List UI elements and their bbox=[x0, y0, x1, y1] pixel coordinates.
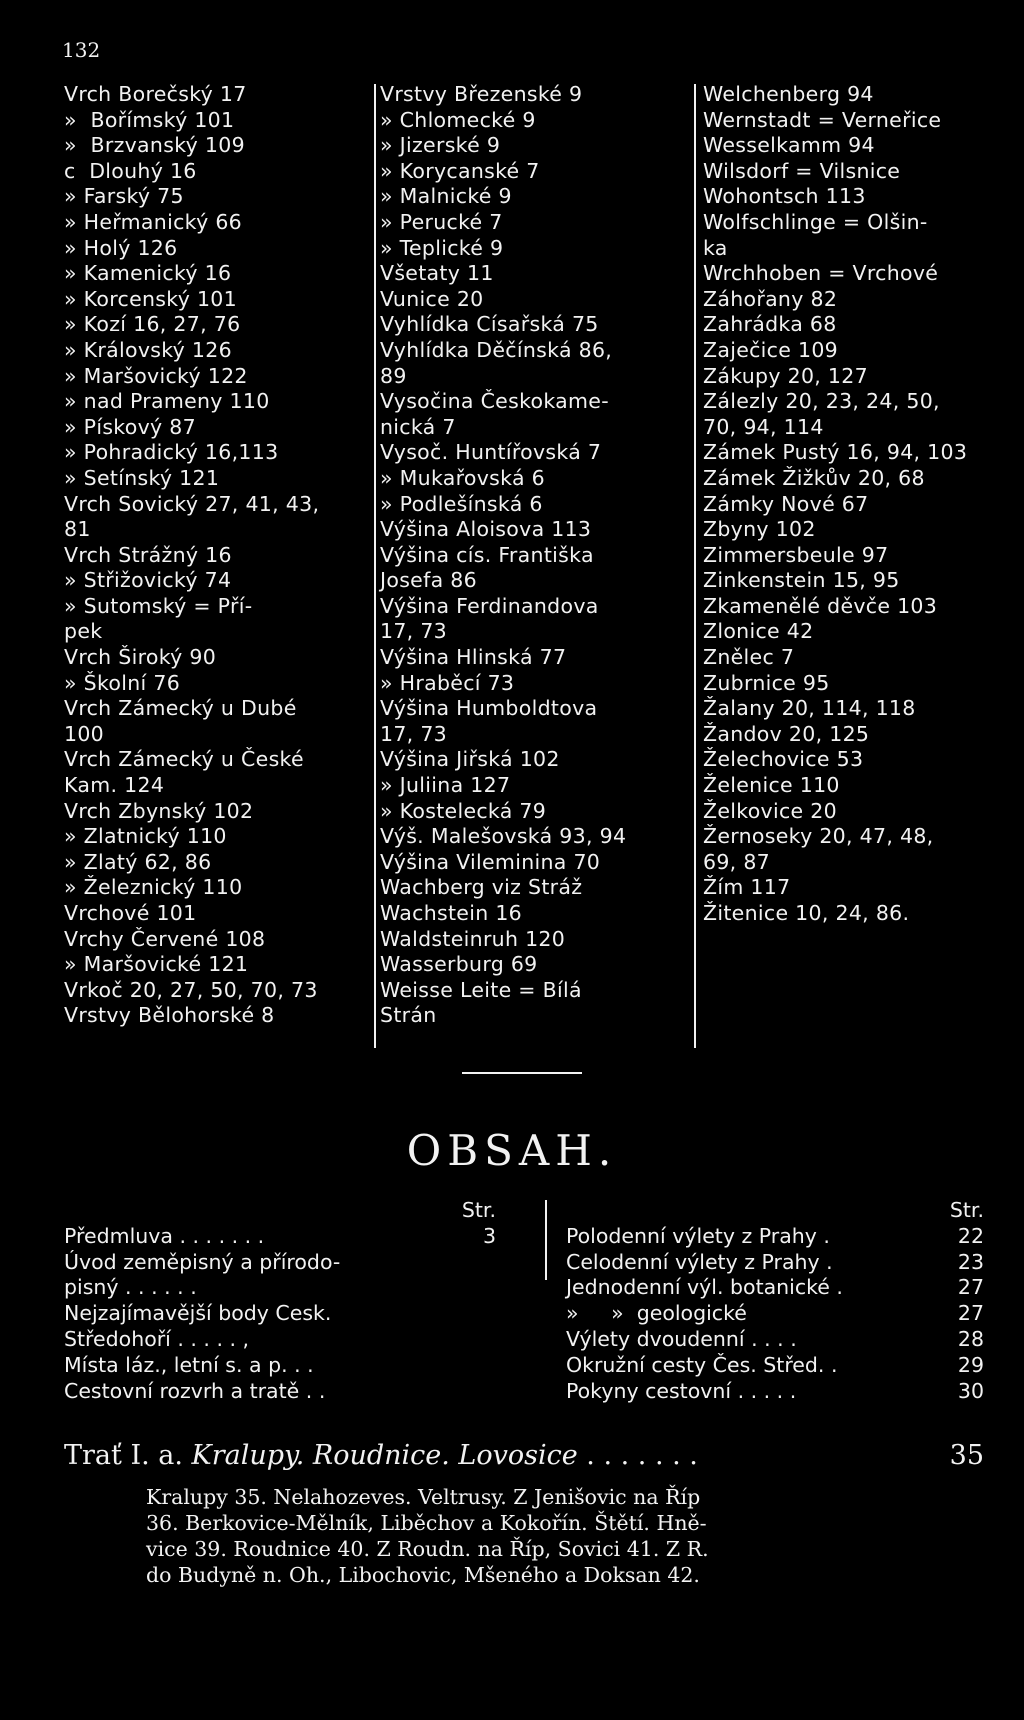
index-entry: » Chlomecké 9 bbox=[380, 107, 536, 132]
index-entry: Wesselkamm 94 bbox=[703, 133, 875, 158]
index-entry: Vrstvy Bělohorské 8 bbox=[64, 1003, 275, 1028]
index-entry: » Královský 126 bbox=[64, 337, 232, 362]
index-entry: Výšina Hlinská 77 bbox=[380, 645, 567, 670]
contents-entry-page: 29 bbox=[957, 1352, 984, 1377]
index-entry: Kam. 124 bbox=[64, 773, 165, 798]
page-number: 132 bbox=[62, 38, 101, 62]
contents-entry-title: Předmluva . . . . . . . bbox=[64, 1223, 265, 1248]
column-divider bbox=[374, 84, 376, 1048]
index-entry: 17, 73 bbox=[380, 721, 448, 746]
section-divider bbox=[462, 1072, 582, 1074]
index-entry: nická 7 bbox=[380, 414, 456, 439]
contents-entry bbox=[64, 1327, 496, 1353]
contents-entry-page: 28 bbox=[957, 1326, 984, 1351]
index-entry: Weisse Leite = Bílá bbox=[380, 977, 582, 1002]
index-entry: Vysoč. Huntířovská 7 bbox=[380, 440, 602, 465]
column-divider bbox=[694, 84, 696, 1048]
contents-entry-page: 30 bbox=[957, 1378, 984, 1403]
index-entry: Vrch Sovický 27, 41, 43, bbox=[64, 491, 320, 516]
index-entry: Wasserburg 69 bbox=[380, 952, 538, 977]
index-entry: Vyhlídka Děčínská 86, bbox=[380, 337, 613, 362]
index-entry: Vrch Zámecký u Dubé bbox=[64, 696, 297, 721]
contents-entry-page bbox=[456, 1379, 496, 1405]
index-entry: Všetaty 11 bbox=[380, 261, 494, 286]
route-dots: . . . . . . . bbox=[577, 1440, 698, 1471]
index-entry: Želenice 110 bbox=[703, 773, 840, 798]
index-entry: Zákupy 20, 127 bbox=[703, 363, 868, 388]
contents-heading: OBSAH. bbox=[406, 1126, 618, 1175]
contents-entry bbox=[566, 1250, 984, 1276]
index-entry: Vrchy Červené 108 bbox=[64, 926, 266, 951]
contents-entry-page: 27 bbox=[957, 1301, 984, 1326]
index-entry: » Kozí 16, 27, 76 bbox=[64, 312, 241, 337]
index-entry: Zubrnice 95 bbox=[703, 670, 830, 695]
index-entry: pek bbox=[64, 619, 103, 644]
index-entry: » Sutomský = Pří- bbox=[64, 593, 253, 618]
index-entry: Josefa 86 bbox=[380, 568, 477, 593]
index-entry: 17, 73 bbox=[380, 619, 448, 644]
index-entry: Vrkoč 20, 27, 50, 70, 73 bbox=[64, 977, 318, 1002]
contents-entry-page bbox=[456, 1275, 496, 1301]
index-entry: Želkovice 20 bbox=[703, 798, 837, 823]
index-entry: 81 bbox=[64, 517, 91, 542]
index-entry: Zbyny 102 bbox=[703, 517, 816, 542]
index-entry: Zálezly 20, 23, 24, 50, bbox=[703, 389, 940, 414]
index-entry: 69, 87 bbox=[703, 849, 771, 874]
index-entry: Znělec 7 bbox=[703, 645, 795, 670]
contents-entry-title: Místa láz., letní s. a p. . . bbox=[64, 1352, 314, 1377]
contents-entry-title: pisný . . . . . . bbox=[64, 1275, 197, 1300]
index-entry: » Pískový 87 bbox=[64, 414, 196, 439]
index-entry: » Maršovické 121 bbox=[64, 952, 249, 977]
contents-entry bbox=[64, 1224, 496, 1250]
contents-entry bbox=[566, 1224, 984, 1250]
contents-entry-title: Cestovní rozvrh a tratě . . bbox=[64, 1378, 326, 1403]
contents-entry-title: Polodenní výlety z Prahy . bbox=[566, 1223, 830, 1248]
index-entry: » Juliina 127 bbox=[380, 773, 511, 798]
index-entry: Vysočina Českokame- bbox=[380, 389, 609, 414]
index-entry: Welchenberg 94 bbox=[703, 82, 874, 106]
contents-entry-page bbox=[456, 1353, 496, 1379]
index-entry: 100 bbox=[64, 721, 105, 746]
index-entry: » Brzvanský 109 bbox=[64, 133, 245, 158]
index-entry: » Podlešínská 6 bbox=[380, 491, 543, 516]
index-column-1 bbox=[64, 82, 369, 1029]
contents-entry-page: 23 bbox=[957, 1249, 984, 1274]
index-entry: » Zlatnický 110 bbox=[64, 824, 227, 849]
index-entry: » Bořímský 101 bbox=[64, 107, 235, 132]
route-title bbox=[64, 1440, 984, 1471]
page-column-label: Str. bbox=[949, 1198, 984, 1222]
index-entry: » Pohradický 16,113 bbox=[64, 440, 279, 465]
index-entry: Wernstadt = Verneřice bbox=[703, 107, 942, 132]
contents-entry-title: Výlety dvoudenní . . . . bbox=[566, 1326, 797, 1351]
index-entry: Wachberg viz Stráž bbox=[380, 875, 583, 900]
index-entry: Žím 117 bbox=[703, 875, 791, 900]
contents-left bbox=[64, 1198, 496, 1404]
index-entry: Výšina Jiřská 102 bbox=[380, 747, 560, 772]
route-line: do Budyně n. Oh., Libochovic, Mšeného a Doksan 42. bbox=[146, 1563, 700, 1587]
index-entry: » Jizerské 9 bbox=[380, 133, 501, 158]
index-entry: Zahrádka 68 bbox=[703, 312, 837, 337]
index-entry: Vrch Borečský 17 bbox=[64, 82, 247, 106]
index-entry: » Mukařovská 6 bbox=[380, 465, 545, 490]
index-entry: Wohontsch 113 bbox=[703, 184, 866, 209]
index-entry: Vunice 20 bbox=[380, 286, 484, 311]
index-entry: » Železnický 110 bbox=[64, 875, 243, 900]
contents-entry bbox=[566, 1353, 984, 1379]
index-entry: » Korycanské 7 bbox=[380, 158, 540, 183]
contents-entry-title: Úvod zeměpisný a přírodo- bbox=[64, 1249, 341, 1274]
contents-entry bbox=[64, 1275, 496, 1301]
index-entry: Výšina Ferdinandova bbox=[380, 593, 599, 618]
index-entry: Vrch Široký 90 bbox=[64, 645, 217, 670]
index-entry: » Farský 75 bbox=[64, 184, 184, 209]
index-entry: Vyhlídka Císařská 75 bbox=[380, 312, 599, 337]
contents-entry bbox=[64, 1250, 496, 1276]
contents-entry-page bbox=[456, 1301, 496, 1327]
index-entry: Zimmersbeule 97 bbox=[703, 542, 889, 567]
index-entry: c Dlouhý 16 bbox=[64, 158, 197, 183]
contents-entry bbox=[566, 1379, 984, 1405]
route-line: vice 39. Roudnice 40. Z Roudn. na Říp, Sovici 41. Z R. bbox=[146, 1537, 709, 1561]
index-entry: Wrchhoben = Vrchové bbox=[703, 261, 939, 286]
index-entry: » Malnické 9 bbox=[380, 184, 512, 209]
contents-entry-page: 3 bbox=[482, 1223, 496, 1248]
index-entry: » Korcenský 101 bbox=[64, 286, 237, 311]
route-line: Kralupy 35. Nelahozeves. Veltrusy. Z Jenišovic na Říp bbox=[146, 1485, 701, 1509]
index-entry: Vrstvy Březenské 9 bbox=[380, 82, 583, 106]
contents-entry bbox=[566, 1327, 984, 1353]
index-entry: » Perucké 7 bbox=[380, 209, 503, 234]
contents-entry-title: Středohoří . . . . . , bbox=[64, 1326, 250, 1351]
contents-entry bbox=[64, 1379, 496, 1405]
index-entry: Wachstein 16 bbox=[380, 901, 523, 925]
index-entry: Strán bbox=[380, 1003, 437, 1028]
route-description bbox=[146, 1484, 936, 1588]
index-entry: Žitenice 10, 24, 86. bbox=[703, 901, 910, 925]
index-entry: Výš. Malešovská 93, 94 bbox=[380, 824, 627, 849]
route-page: 35 bbox=[949, 1440, 984, 1471]
index-entry: Výšina Humboldtova bbox=[380, 696, 598, 721]
index-entry: Výšina Aloisova 113 bbox=[380, 517, 592, 542]
index-entry: Zkamenělé děvče 103 bbox=[703, 593, 938, 618]
index-entry: » Holý 126 bbox=[64, 235, 178, 260]
index-entry: » Školní 76 bbox=[64, 670, 181, 695]
index-entry: » Setínský 121 bbox=[64, 465, 220, 490]
contents-entry-title: Jednodenní výl. botanické . bbox=[566, 1275, 843, 1300]
contents-entry bbox=[64, 1301, 496, 1327]
index-entry: » Střižovický 74 bbox=[64, 568, 232, 593]
route-prefix: Trať I. a. bbox=[64, 1440, 192, 1471]
index-entry: » Hraběcí 73 bbox=[380, 670, 515, 695]
index-entry: » nad Prameny 110 bbox=[64, 389, 270, 414]
contents-entry-page bbox=[456, 1327, 496, 1353]
index-entry: Vrch Strážný 16 bbox=[64, 542, 232, 567]
index-entry: Žalany 20, 114, 118 bbox=[703, 696, 916, 721]
contents-entry-page: 22 bbox=[957, 1223, 984, 1248]
contents-divider bbox=[545, 1200, 547, 1280]
index-entry: Želechovice 53 bbox=[703, 747, 864, 772]
index-entry: Žandov 20, 125 bbox=[703, 721, 870, 746]
contents-entry-title: Nejzajímavější body Cesk. bbox=[64, 1301, 332, 1326]
contents-entry bbox=[64, 1353, 496, 1379]
route-towns: Kralupy. Roudnice. Lovosice bbox=[191, 1440, 578, 1471]
contents-right bbox=[566, 1198, 984, 1404]
index-entry: Zlonice 42 bbox=[703, 619, 814, 644]
index-column-2 bbox=[380, 82, 690, 1029]
contents-entry-title: Celodenní výlety z Prahy . bbox=[566, 1249, 833, 1274]
contents-entry-page: 27 bbox=[957, 1275, 984, 1300]
index-entry: Žernoseky 20, 47, 48, bbox=[703, 824, 934, 849]
index-entry: Vrch Zbynský 102 bbox=[64, 798, 254, 823]
index-entry: » Kamenický 16 bbox=[64, 261, 232, 286]
index-entry: Zinkenstein 15, 95 bbox=[703, 568, 900, 593]
index-entry: ka bbox=[703, 235, 728, 260]
index-entry: Vrchové 101 bbox=[64, 901, 197, 925]
contents-entry bbox=[566, 1301, 984, 1327]
contents-entry-title: Pokyny cestovní . . . . . bbox=[566, 1378, 797, 1403]
index-entry: » Heřmanický 66 bbox=[64, 209, 243, 234]
index-entry: 70, 94, 114 bbox=[703, 414, 824, 439]
index-entry: Záhořany 82 bbox=[703, 286, 838, 311]
index-entry: » Kostelecká 79 bbox=[380, 798, 547, 823]
index-entry: 89 bbox=[380, 363, 407, 388]
index-entry: Zámek Žižkův 20, 68 bbox=[703, 465, 925, 490]
index-entry: Výšina cís. Františka bbox=[380, 542, 594, 567]
index-entry: » Teplické 9 bbox=[380, 235, 504, 260]
contents-entry-title: » » geologické bbox=[566, 1301, 747, 1326]
index-entry: Výšina Vileminina 70 bbox=[380, 849, 601, 874]
index-entry: » Zlatý 62, 86 bbox=[64, 849, 212, 874]
index-entry: » Maršovický 122 bbox=[64, 363, 248, 388]
index-entry: Zámek Pustý 16, 94, 103 bbox=[703, 440, 968, 465]
index-column-3 bbox=[703, 82, 1021, 927]
index-entry: Waldsteinruh 120 bbox=[380, 926, 566, 951]
contents-entry-page bbox=[456, 1250, 496, 1276]
contents-entry bbox=[566, 1275, 984, 1301]
route-line: 36. Berkovice-Mělník, Liběchov a Kokořín. Štětí. Hně- bbox=[146, 1511, 707, 1535]
contents-entry-title: Okružní cesty Čes. Střed. . bbox=[566, 1352, 838, 1377]
index-entry: Zámky Nové 67 bbox=[703, 491, 869, 516]
index-entry: Vrch Zámecký u České bbox=[64, 747, 304, 772]
index-entry: Zaječice 109 bbox=[703, 337, 839, 362]
index-entry: Wilsdorf = Vilsnice bbox=[703, 158, 901, 183]
index-entry: Wolfschlinge = Olšin- bbox=[703, 209, 928, 234]
page-column-label: Str. bbox=[461, 1198, 496, 1222]
